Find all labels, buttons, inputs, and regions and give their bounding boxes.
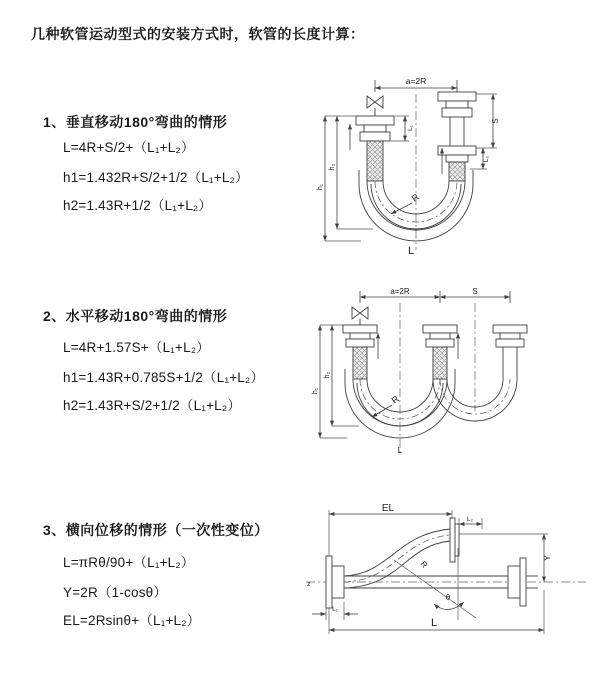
- label-r: R: [409, 191, 421, 204]
- section-1-heading: 1、垂直移动180°弯曲的情形: [43, 114, 228, 130]
- diagram-lateral-displacement: [298, 502, 598, 652]
- dim-l1: [312, 602, 358, 620]
- label-el: EL: [381, 503, 395, 514]
- label-h2: h₂: [324, 371, 331, 379]
- section-2-formula-l: L=4R+1.57S+（L₁+L₂）: [63, 340, 210, 355]
- valve-icon: [352, 307, 368, 325]
- section-3-heading: 3、横向位移的情形（一次性变位）: [43, 522, 269, 538]
- label-l: L: [430, 617, 438, 629]
- dim-h1: [312, 325, 347, 438]
- dim-l2: [459, 516, 482, 529]
- section-1-formula-h1: h1=1.432R+S/2+1/2（L₁+L₂）: [63, 170, 249, 185]
- hose-end-left: [343, 325, 377, 379]
- label-l: L: [397, 445, 403, 455]
- label-l1: L₁: [407, 125, 414, 131]
- hose-end-right: [438, 92, 476, 181]
- diagram-horizontal-bend: [312, 283, 587, 468]
- dim-h1: [317, 116, 361, 241]
- label-theta: θ: [445, 593, 451, 602]
- label-a2r: a=2R: [390, 287, 410, 296]
- label-y: Y: [542, 555, 552, 561]
- label-h1: h₁: [317, 183, 324, 191]
- section-1-formula-h2: h2=1.43R+1/2（L₁+L₂）: [63, 198, 213, 213]
- label-l1: L₁: [332, 606, 338, 613]
- dim-y: [459, 534, 552, 582]
- flange-left: [326, 556, 344, 608]
- hose-end-left: [356, 116, 394, 181]
- hose-end-right: [493, 325, 527, 379]
- section-3-formula-l: L=πRθ/90+（L₁+L₂）: [63, 555, 195, 570]
- section-2-formula-h2: h2=1.43R+S/2+1/2（L₁+L₂）: [63, 398, 242, 413]
- diagram-vertical-bend: [315, 72, 587, 260]
- section-2-formula-h1: h1=1.43R+0.785S+1/2（L₁+L₂）: [63, 370, 265, 385]
- dim-a2r: [360, 287, 510, 303]
- section-3-formula-y: Y=2R（1-cosθ）: [63, 585, 168, 600]
- label-r: R: [389, 393, 401, 406]
- label-a2r: a=2R: [405, 76, 427, 86]
- radius-callout: [372, 393, 401, 417]
- angle-theta: [394, 548, 476, 620]
- label-h1: h₁: [312, 387, 319, 395]
- label-l: L: [407, 245, 415, 257]
- label-l2: L₂: [466, 516, 474, 523]
- valve-icon: [367, 96, 383, 116]
- dim-l1: [391, 116, 414, 141]
- hose-displaced: [344, 529, 450, 588]
- section-2-heading: 2、水平移动180°弯曲的情形: [43, 308, 228, 324]
- label-l2: L₂: [483, 155, 490, 163]
- hose-end-middle: [423, 325, 457, 379]
- radius-callout: [391, 191, 421, 214]
- dim-a2r: [375, 76, 457, 92]
- section-3-formula-el: EL=2Rsinθ+（L₁+L₂）: [63, 613, 201, 628]
- label-s: S: [472, 287, 478, 296]
- page-title: 几种软管运动型式的安装方式时，软管的长度计算：: [31, 26, 365, 42]
- dim-s: [440, 287, 510, 297]
- label-r: R: [418, 559, 430, 570]
- section-1-formula-l: L=4R+S/2+（L₁+L₂）: [63, 140, 195, 155]
- label-h2: h₂: [329, 163, 336, 171]
- dim-el: [329, 503, 452, 556]
- dim-s: [476, 94, 500, 148]
- label-s: S: [491, 118, 500, 124]
- label-z: z: [307, 581, 311, 588]
